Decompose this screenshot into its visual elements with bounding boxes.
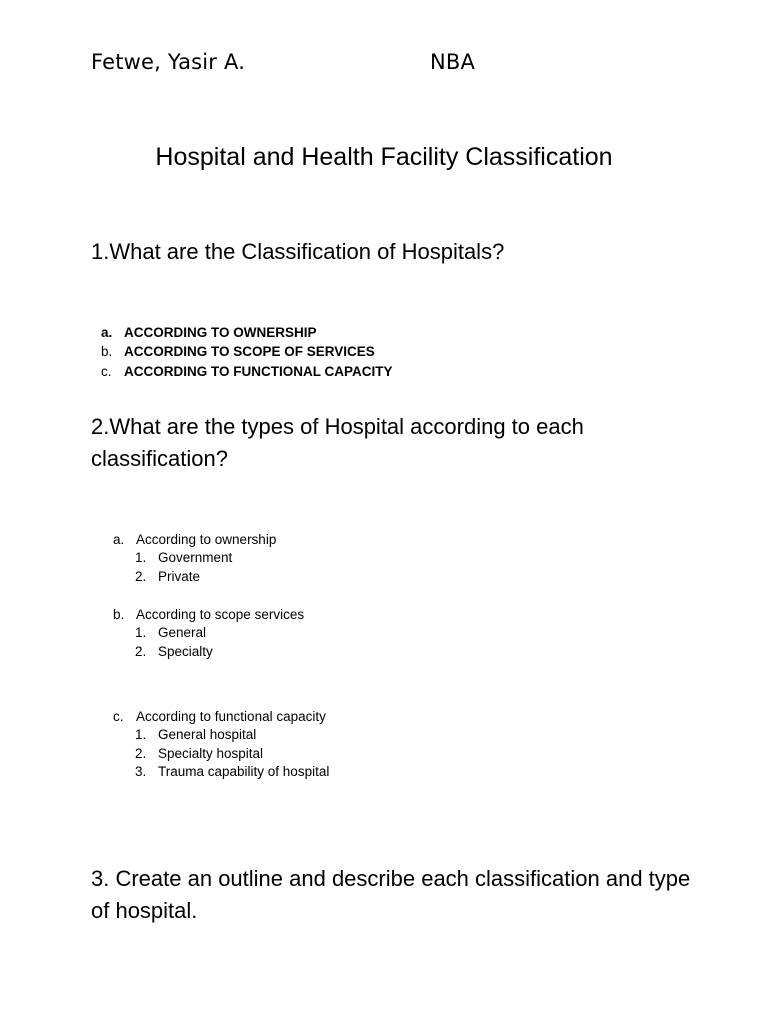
type-list — [113, 624, 304, 661]
group-label: According to functional capacity — [136, 709, 326, 724]
item-text: General hospital — [158, 727, 257, 742]
course-label: NBA — [430, 50, 476, 74]
list-item — [135, 643, 304, 662]
student-name: Fetwe, Yasir A. — [91, 50, 246, 74]
list-item-text: ACCORDING TO SCOPE OF SERVICES — [124, 344, 375, 360]
item-text: General — [158, 625, 207, 640]
item-text: Specialty — [158, 643, 213, 659]
list-item — [135, 568, 276, 587]
group-marker: c. — [113, 709, 124, 724]
question-3: 3. Create an outline and describe each classification and type of hospital. — [91, 866, 691, 923]
item-text: Specialty hospital — [158, 745, 264, 761]
item-text: Trauma capability of hospital — [158, 764, 330, 780]
list-marker: c. — [101, 363, 112, 379]
item-text: Private — [158, 568, 201, 584]
type-group-functional-capacity — [113, 707, 329, 782]
list-item — [101, 342, 393, 361]
item-number: 3. — [135, 764, 147, 780]
group-marker: a. — [113, 532, 125, 547]
list-item-text: ACCORDING TO FUNCTIONAL CAPACITY — [124, 363, 393, 379]
document-title: Hospital and Health Facility Classification — [155, 143, 613, 171]
list-item — [135, 745, 329, 764]
type-list — [113, 726, 329, 782]
list-marker: a. — [101, 325, 113, 340]
type-group-ownership — [113, 530, 276, 586]
item-number: 1. — [135, 727, 147, 742]
list-item — [135, 763, 329, 782]
list-item — [135, 726, 329, 745]
type-list — [113, 549, 276, 586]
list-item — [135, 549, 276, 568]
question-2: 2.What are the types of Hospital according to each classification? — [91, 414, 584, 471]
classification-list — [101, 323, 393, 381]
group-label: According to ownership — [136, 532, 277, 547]
item-number: 2. — [135, 745, 147, 761]
list-item-text: ACCORDING TO OWNERSHIP — [124, 325, 317, 340]
question-1: 1.What are the Classification of Hospitals? — [91, 239, 505, 264]
item-text: Government — [158, 550, 233, 565]
group-marker: b. — [113, 607, 125, 622]
group-heading — [113, 530, 276, 549]
list-item — [101, 323, 393, 342]
type-group-scope-services — [113, 605, 304, 661]
list-marker: b. — [101, 344, 113, 360]
item-number: 1. — [135, 625, 147, 640]
item-number: 1. — [135, 550, 147, 565]
list-item — [135, 624, 304, 643]
item-number: 2. — [135, 568, 147, 584]
list-item — [101, 362, 393, 381]
group-heading — [113, 605, 304, 624]
group-label: According to scope services — [136, 607, 305, 622]
item-number: 2. — [135, 643, 147, 659]
group-heading — [113, 707, 329, 726]
